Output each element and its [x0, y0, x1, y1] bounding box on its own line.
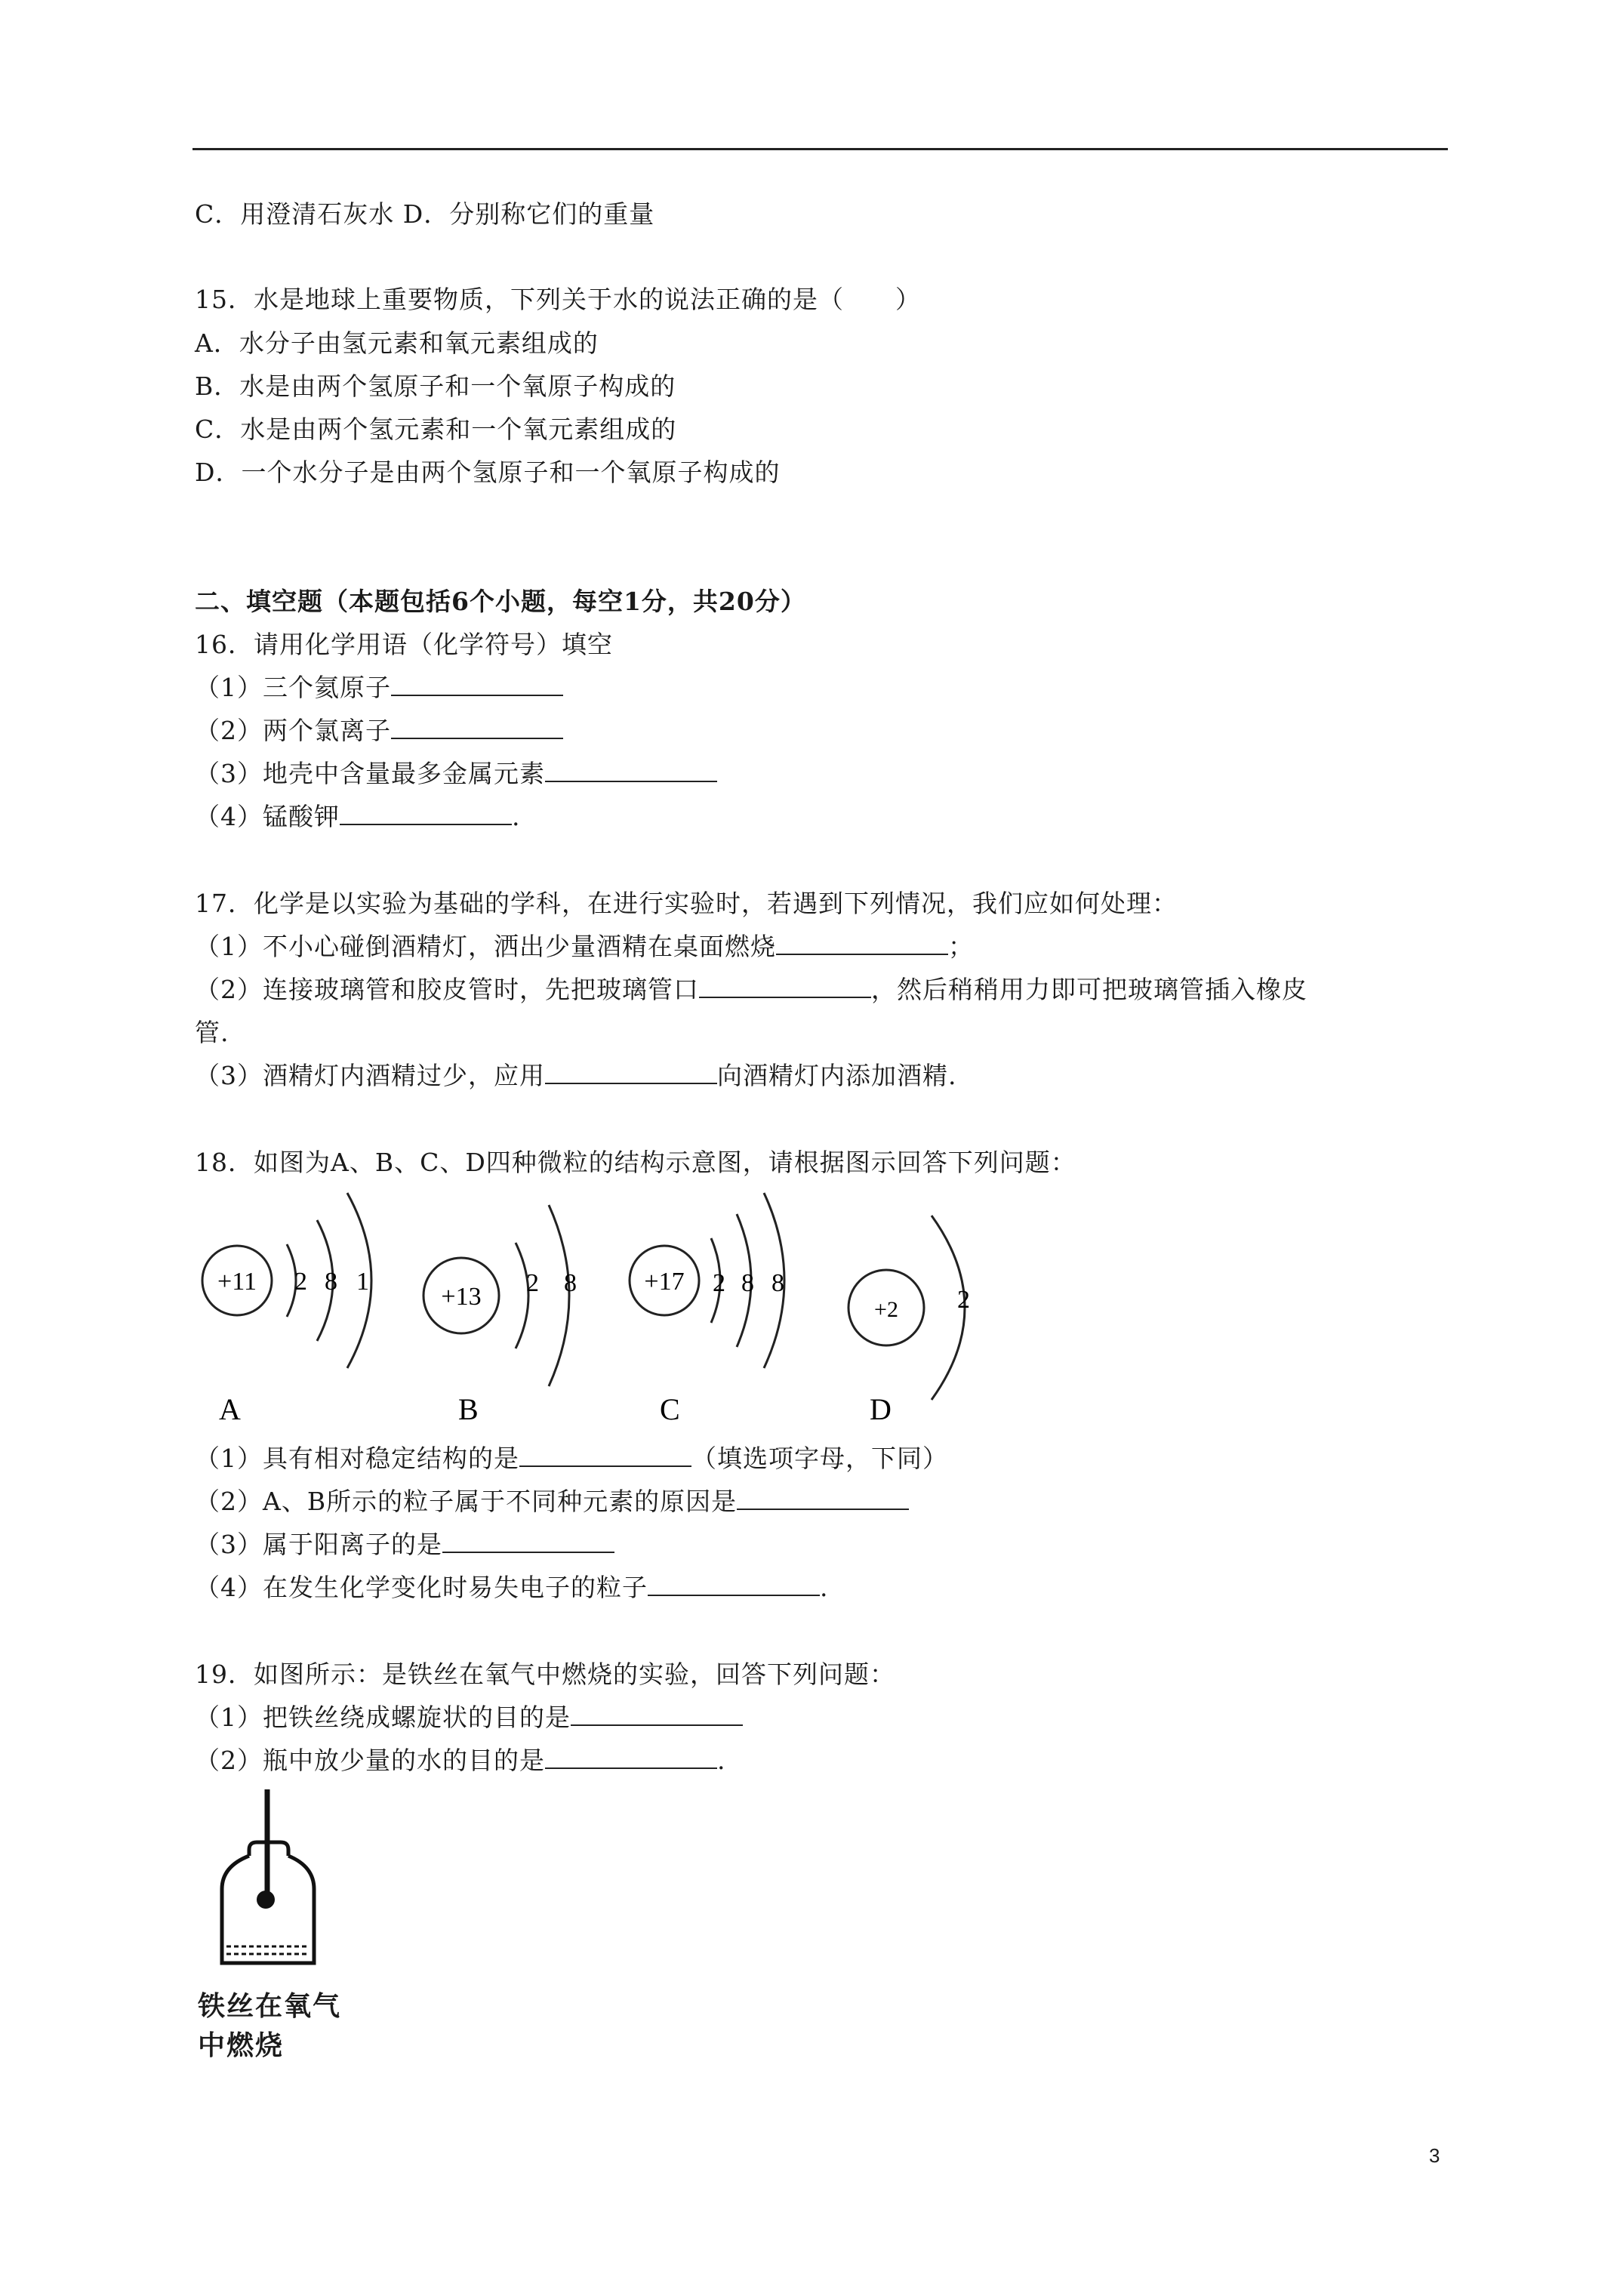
answer-blank[interactable]	[545, 1746, 717, 1769]
shell-3-count: 1	[356, 1268, 369, 1296]
q16-item-4	[195, 802, 521, 832]
q19-item-1	[195, 1703, 743, 1733]
answer-blank[interactable]	[571, 1703, 743, 1726]
q16-item-2	[195, 716, 563, 746]
period: .	[512, 802, 521, 831]
header-rule	[192, 148, 1448, 150]
q18-item-2-text: （2）A、B所示的粒子属于不同种元素的原因是	[195, 1487, 738, 1516]
q18-item-1-text-a: （1）具有相对稳定结构的是	[195, 1444, 519, 1473]
answer-blank[interactable]	[340, 803, 512, 825]
q17-item-2-continued: 管.	[195, 1018, 229, 1047]
q18-item-1-text-b: （填选项字母，下同）	[691, 1444, 948, 1473]
q19-item-2-text: （2）瓶中放少量的水的目的是	[195, 1746, 545, 1775]
q18-item-4	[195, 1573, 829, 1603]
figure-caption-line-1: 铁丝在氧气	[198, 1991, 342, 2022]
q17-item-1-text: （1）不小心碰倒酒精灯，洒出少量酒精在桌面燃烧	[195, 932, 776, 961]
answer-blank[interactable]	[442, 1530, 614, 1553]
q18-item-1	[195, 1444, 948, 1474]
q18-item-3-text: （3）属于阳离子的是	[195, 1530, 442, 1559]
answer-blank[interactable]	[391, 717, 563, 739]
atom-diagram-d	[839, 1193, 1006, 1445]
q18-stem: 18．如图为A、B、C、D四种微粒的结构示意图，请根据图示回答下列问题：	[195, 1148, 1076, 1177]
q15-option-a: A．水分子由氢元素和氧元素组成的	[195, 328, 599, 358]
diagram-label: C	[660, 1392, 680, 1426]
q15-option-d: D．一个水分子是由两个氢原子和一个氧原子构成的	[195, 458, 781, 487]
shell-1-count: 2	[294, 1268, 307, 1296]
q14-options-cd: C．用澄清石灰水 D．分别称它们的重量	[195, 199, 655, 229]
q19-item-2	[195, 1746, 726, 1776]
q17-item-3	[195, 1061, 957, 1091]
page-number: 3	[1429, 2144, 1440, 2167]
shell-1-count: 2	[713, 1269, 725, 1297]
q18-item-3	[195, 1530, 614, 1560]
nucleus-charge: +11	[217, 1268, 257, 1296]
figure-caption-line-2: 中燃烧	[198, 2030, 285, 2061]
q17-item-3-text-a: （3）酒精灯内酒精过少，应用	[195, 1061, 545, 1090]
q17-item-3-text-b: 向酒精灯内添加酒精.	[717, 1061, 957, 1090]
q16-item-4-text: （4）锰酸钾	[195, 802, 340, 831]
q19-stem: 19．如图所示：是铁丝在氧气中燃烧的实验，回答下列问题：	[195, 1660, 895, 1689]
shell-1-count: 2	[957, 1286, 970, 1314]
answer-blank[interactable]	[737, 1487, 909, 1510]
shell-2-count: 8	[741, 1269, 754, 1297]
answer-blank[interactable]	[519, 1444, 691, 1467]
answer-blank[interactable]	[391, 673, 563, 696]
atom-diagram-c	[624, 1193, 797, 1445]
nucleus-charge: +2	[874, 1297, 898, 1322]
q17-item-2	[195, 975, 1307, 1005]
answer-blank[interactable]	[699, 975, 871, 998]
q17-item-1	[195, 932, 974, 962]
q17-stem: 17．化学是以实验为基础的学科，在进行实验时，若遇到下列情况，我们应如何处理：	[195, 889, 1178, 918]
q17-item-2-text-a: （2）连接玻璃管和胶皮管时，先把玻璃管口	[195, 975, 699, 1004]
answer-blank[interactable]	[545, 760, 717, 782]
q15-option-c: C．水是由两个氢元素和一个氧元素组成的	[195, 415, 677, 444]
q18-item-4-text: （4）在发生化学变化时易失电子的粒子	[195, 1573, 648, 1602]
nucleus-charge: +17	[644, 1268, 685, 1296]
atom-diagram-a	[198, 1193, 379, 1445]
shell-2-count: 8	[564, 1269, 577, 1297]
diagram-label: D	[870, 1392, 892, 1426]
shell-1-count: 2	[526, 1269, 539, 1297]
q18-item-2	[195, 1487, 909, 1517]
shell-3-count: 8	[771, 1269, 784, 1297]
q15-option-b: B．水是由两个氢原子和一个氧原子构成的	[195, 371, 676, 401]
diagram-label: A	[219, 1392, 241, 1426]
nucleus-charge: +13	[441, 1283, 482, 1311]
q16-stem: 16．请用化学用语（化学符号）填空	[195, 630, 613, 659]
iron-wire-bottle-figure	[213, 1789, 326, 1974]
q16-item-2-text: （2）两个氯离子	[195, 716, 391, 745]
q16-item-1-text: （1）三个氦原子	[195, 673, 391, 702]
semicolon: ；	[948, 932, 974, 961]
period: .	[820, 1573, 829, 1602]
atom-diagram-b	[419, 1193, 593, 1445]
shell-2-count: 8	[325, 1268, 337, 1296]
q16-item-3	[195, 759, 717, 789]
answer-blank[interactable]	[545, 1062, 717, 1084]
section-2-heading: 二、填空题（本题包括6个小题，每空1分，共20分）	[195, 587, 806, 616]
q16-item-1	[195, 673, 563, 703]
diagram-label: B	[458, 1392, 479, 1426]
answer-blank[interactable]	[776, 932, 948, 955]
period: .	[717, 1746, 726, 1775]
q17-item-2-text-b: ，然后稍稍用力即可把玻璃管插入橡皮	[871, 975, 1307, 1004]
answer-blank[interactable]	[648, 1573, 820, 1596]
q19-item-1-text: （1）把铁丝绕成螺旋状的目的是	[195, 1703, 571, 1732]
q15-stem: 15．水是地球上重要物质，下列关于水的说法正确的是（ ）	[195, 285, 921, 314]
q16-item-3-text: （3）地壳中含量最多金属元素	[195, 759, 545, 788]
